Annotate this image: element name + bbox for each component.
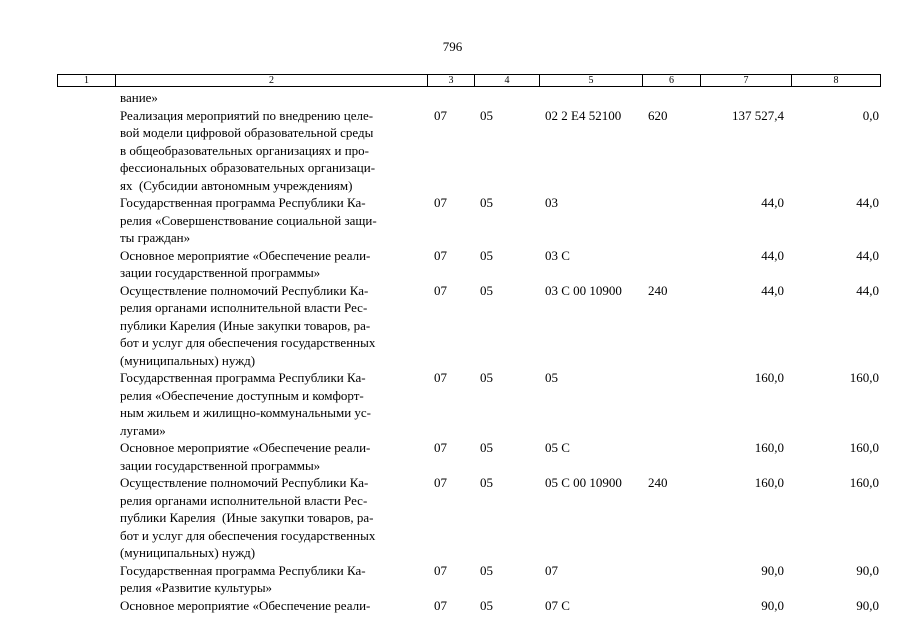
header-col-7: 7 [700, 74, 791, 87]
row-name: вание» [120, 90, 158, 105]
table-row-continuation [0, 89, 905, 107]
row-amount-1: 160,0 [754, 440, 784, 455]
header-col-6: 6 [642, 74, 700, 87]
row-section: 07 [434, 562, 447, 578]
row-amount-2: 90,0 [856, 562, 879, 578]
row-name [120, 247, 425, 282]
row-name-line: лугами» [120, 422, 166, 438]
row-target-article: 07 С [545, 597, 570, 613]
row-subsection: 05 [480, 475, 493, 490]
row-amount-1: 90,0 [761, 597, 784, 613]
row-name [120, 369, 425, 439]
row-name-line: бот и услуг для обеспечения государственных [120, 335, 376, 350]
row-expense-type: 240 [648, 475, 668, 490]
row-amount-2: 160,0 [849, 370, 879, 385]
row-amount-2: 44,0 [856, 282, 879, 298]
row-name-line: Основное мероприятие «Обеспечение реали- [120, 440, 371, 455]
row-target-article: 03 [545, 195, 558, 210]
row-name-line: Государственная программа Республики Ка- [120, 195, 366, 210]
row-name-line: релия «Обеспечение доступным и комфорт- [120, 387, 364, 403]
table-row [0, 194, 905, 247]
row-name-line: релия «Совершенствование социальной защи- [120, 212, 377, 228]
table-row [0, 562, 905, 597]
row-name-line: зации государственной программы» [120, 457, 321, 473]
row-target-article: 02 2 E4 52100 [545, 107, 622, 123]
row-section: 07 [434, 247, 447, 263]
row-amount-2: 44,0 [856, 247, 879, 263]
row-subsection: 05 [480, 107, 493, 123]
row-expense-type: 240 [648, 282, 668, 298]
row-name-line: фессиональных образовательных организаци- [120, 160, 376, 175]
row-section: 07 [434, 370, 447, 385]
header-col-8: 8 [791, 74, 881, 87]
row-section: 07 [434, 107, 447, 123]
table-row [0, 474, 905, 562]
header-col-1: 1 [57, 74, 115, 87]
row-amount-2: 0,0 [862, 107, 879, 123]
row-subsection: 05 [480, 247, 493, 263]
row-name-line: Осуществление полномочий Республики Ка- [120, 475, 369, 490]
row-section: 07 [434, 440, 447, 455]
header-col-5: 5 [539, 74, 642, 87]
row-name [120, 194, 425, 247]
row-amount-1: 160,0 [754, 475, 784, 490]
table-row [0, 247, 905, 282]
table-row [0, 282, 905, 370]
row-amount-1: 44,0 [761, 282, 784, 298]
table-header [57, 74, 880, 86]
row-name-line: Государственная программа Республики Ка- [120, 370, 366, 385]
row-target-article: 05 С 00 10900 [545, 475, 622, 490]
row-name-line: Государственная программа Республики Ка- [120, 562, 366, 578]
table-row [0, 369, 905, 439]
row-amount-2: 90,0 [856, 597, 879, 613]
row-name [120, 474, 425, 562]
table-body [0, 89, 905, 614]
row-name-line: ты граждан» [120, 230, 191, 245]
row-name-line: в общеобразовательных организациях и про- [120, 142, 369, 158]
row-name-line: (муниципальных) нужд) [120, 352, 256, 368]
row-name-line: релия органами исполнительной власти Рес- [120, 492, 368, 508]
row-subsection: 05 [480, 440, 493, 455]
row-name [120, 282, 425, 370]
row-subsection: 05 [480, 282, 493, 298]
row-amount-2: 44,0 [856, 195, 879, 210]
row-name-line: Основное мероприятие «Обеспечение реали- [120, 247, 371, 263]
row-name-line: публики Карелия (Иные закупки товаров, ра- [120, 510, 374, 525]
table-row [0, 107, 905, 195]
row-name-line: зации государственной программы» [120, 265, 321, 280]
row-amount-1: 44,0 [761, 247, 784, 263]
row-subsection: 05 [480, 195, 493, 210]
row-name-line: релия «Развитие культуры» [120, 580, 273, 595]
header-col-4: 4 [474, 74, 539, 87]
row-section: 07 [434, 597, 447, 613]
row-name-line: (муниципальных) нужд) [120, 545, 256, 560]
header-col-3: 3 [427, 74, 474, 87]
row-subsection: 05 [480, 562, 493, 578]
row-amount-1: 137 527,4 [732, 107, 784, 123]
page-number: 796 [442, 39, 463, 54]
row-name [120, 562, 425, 597]
row-amount-2: 160,0 [849, 440, 879, 455]
row-subsection: 05 [480, 597, 493, 613]
row-name-line: вой модели цифровой образовательной среды [120, 125, 374, 140]
row-amount-1: 90,0 [761, 562, 784, 578]
row-target-article: 07 [545, 562, 558, 578]
row-name [120, 107, 425, 195]
row-name-line: публики Карелия (Иные закупки товаров, ра- [120, 317, 371, 333]
row-section: 07 [434, 475, 447, 490]
row-expense-type: 620 [648, 107, 668, 123]
row-name-line: Основное мероприятие «Обеспечение реали- [120, 597, 371, 613]
table-row [0, 597, 905, 615]
row-name-line: Реализация мероприятий по внедрению целе- [120, 107, 374, 123]
row-target-article: 05 [545, 370, 558, 385]
row-name-line: ях (Субсидии автономным учреждениям) [120, 177, 353, 193]
row-amount-2: 160,0 [849, 475, 879, 490]
row-name [120, 439, 425, 474]
row-name-line: бот и услуг для обеспечения государственных [120, 527, 376, 543]
row-name-line: Осуществление полномочий Республики Ка- [120, 282, 369, 298]
row-amount-1: 44,0 [761, 195, 784, 210]
header-col-2: 2 [115, 74, 427, 87]
row-section: 07 [434, 195, 447, 210]
table-row [0, 439, 905, 474]
row-target-article: 05 С [545, 440, 570, 455]
row-target-article: 03 С 00 10900 [545, 282, 622, 298]
row-section: 07 [434, 282, 447, 298]
row-name-line: ным жильем и жилищно-коммунальными ус- [120, 405, 371, 420]
row-name-line: релия органами исполнительной власти Рес- [120, 300, 368, 315]
row-name [120, 597, 425, 615]
row-subsection: 05 [480, 370, 493, 385]
row-amount-1: 160,0 [754, 370, 784, 385]
row-target-article: 03 С [545, 247, 570, 263]
